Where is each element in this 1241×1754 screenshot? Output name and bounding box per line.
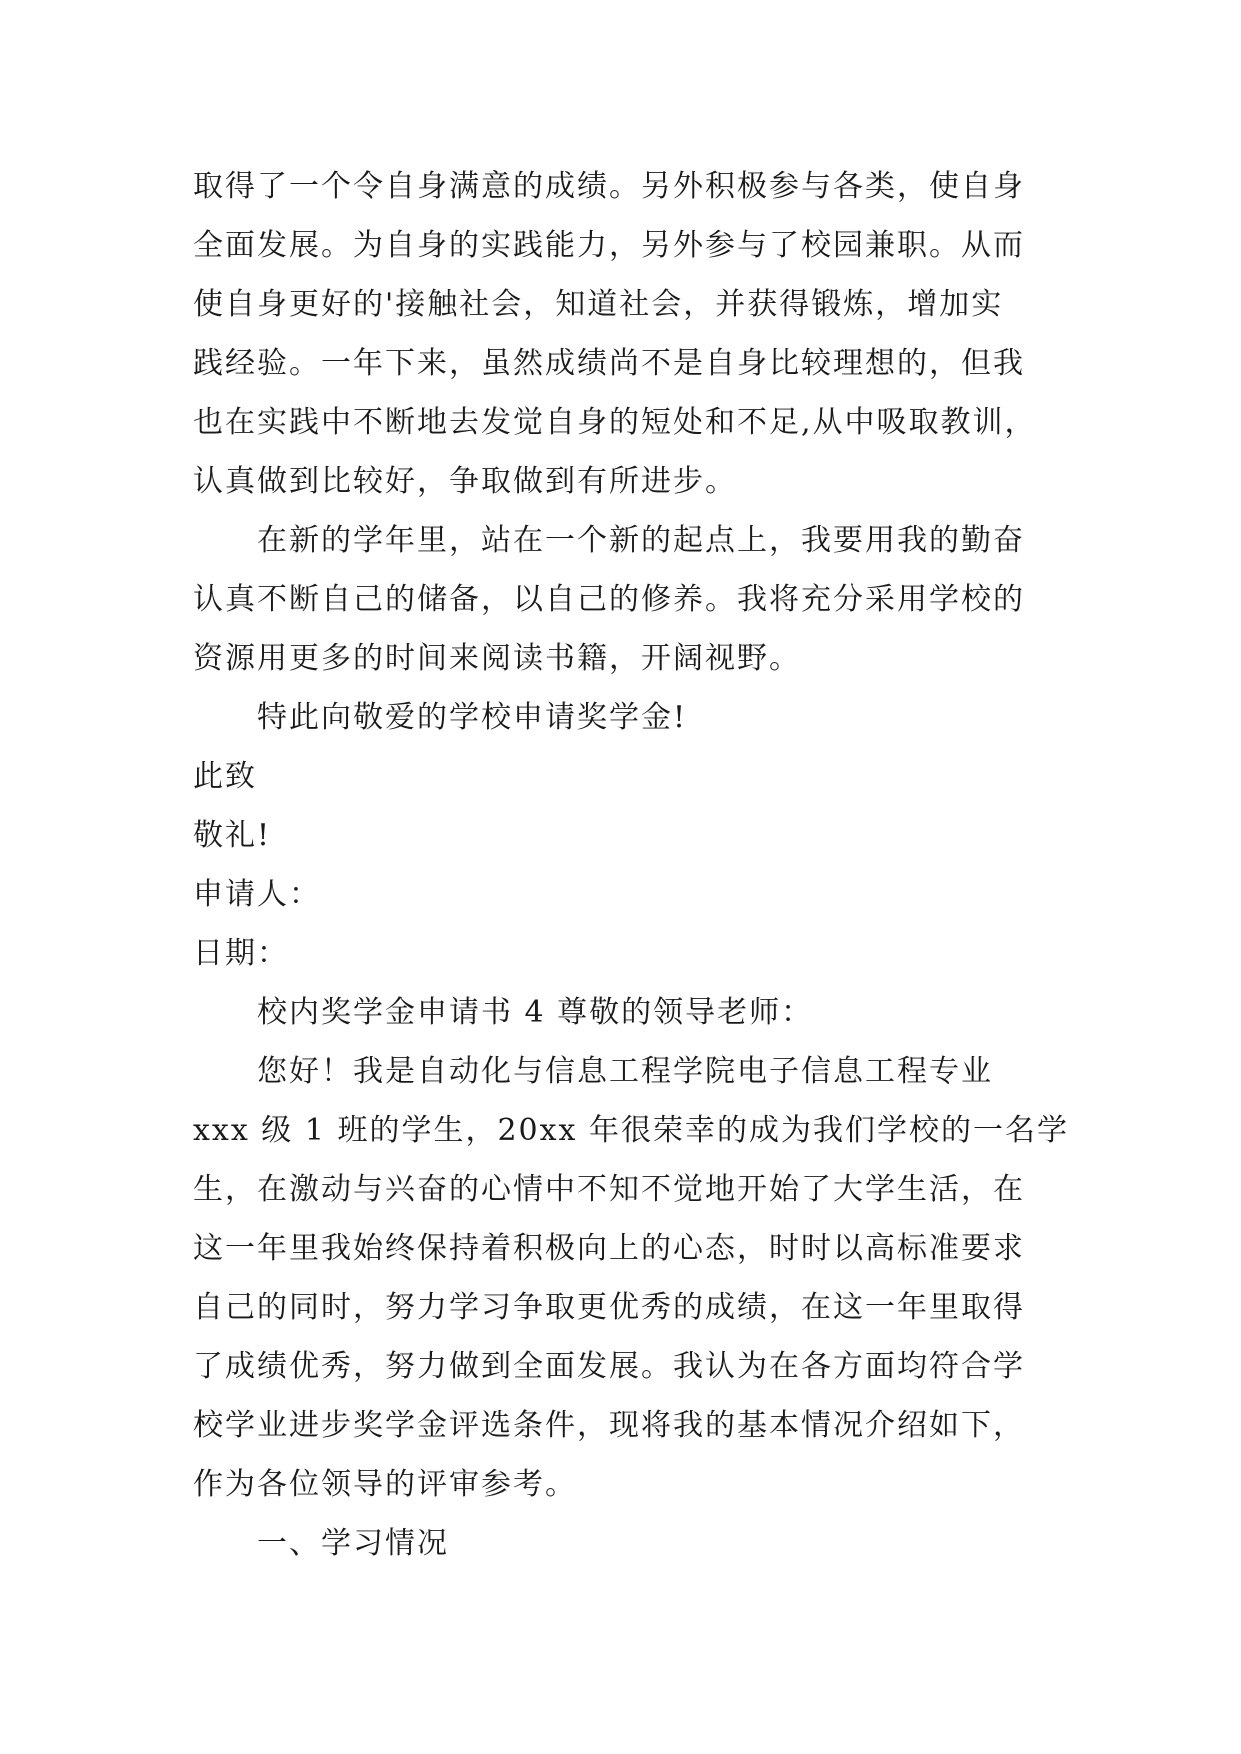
- section-subheading: 一、学习情况: [257, 1526, 449, 1561]
- text-line: xxx 级 1 班的学生，20xx 年很荣幸的成为我们学校的一名学: [193, 1113, 1069, 1148]
- text-line: 作为各位领导的评审参考。: [193, 1467, 577, 1502]
- text-line: 践经验。一年下来，虽然成绩尚不是自身比较理想的，但我: [193, 346, 1025, 381]
- paragraph-line-indented: 在新的学年里，站在一个新的起点上，我要用我的勤奋: [257, 523, 1025, 558]
- section-heading: 校内奖学金申请书 4 尊敬的领导老师：: [257, 995, 814, 1030]
- text-line: 认真不断自己的储备，以自己的修养。我将充分采用学校的: [193, 582, 1025, 617]
- text-line: 认真做到比较好，争取做到有所进步。: [193, 464, 737, 499]
- date-label: 日期：: [193, 936, 289, 971]
- text-line: 取得了一个令自身满意的成绩。另外积极参与各类，使自身: [193, 169, 1025, 204]
- paragraph-line-indented: 您好！我是自动化与信息工程学院电子信息工程专业: [257, 1054, 993, 1089]
- closing-salutation: 此致: [193, 759, 257, 794]
- paragraph-line-indented: 特此向敬爱的学校申请奖学金!: [257, 700, 688, 735]
- text-line: 这一年里我始终保持着积极向上的心态，时时以高标准要求: [193, 1231, 1025, 1266]
- text-line: 校学业进步奖学金评选条件，现将我的基本情况介绍如下，: [193, 1408, 1025, 1443]
- text-line: 全面发展。为自身的实践能力，另外参与了校园兼职。从而: [193, 228, 1025, 263]
- text-line: 生，在激动与兴奋的心情中不知不觉地开始了大学生活，在: [193, 1172, 1025, 1207]
- text-line: 资源用更多的时间来阅读书籍，开阔视野。: [193, 641, 801, 676]
- text-line: 自己的同时，努力学习争取更优秀的成绩，在这一年里取得: [193, 1290, 1025, 1325]
- applicant-label: 申请人：: [193, 877, 321, 912]
- text-line: 使自身更好的'接触社会，知道社会，并获得锻炼，增加实: [193, 287, 1004, 322]
- text-line: 也在实践中不断地去发觉自身的短处和不足,从中吸取教训，: [193, 405, 1037, 440]
- text-line: 了成绩优秀，努力做到全面发展。我认为在各方面均符合学: [193, 1349, 1025, 1384]
- closing-regards: 敬礼!: [193, 818, 272, 853]
